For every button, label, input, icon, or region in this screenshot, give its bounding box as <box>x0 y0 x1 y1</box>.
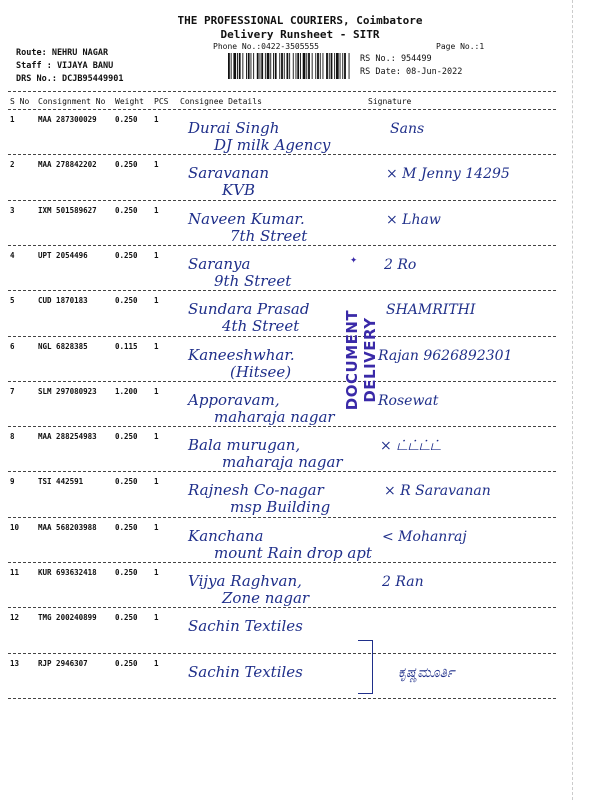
row-consignee-line2: msp Building <box>230 498 331 517</box>
row-weight: 0.250 <box>115 522 138 532</box>
row-divider <box>8 336 556 337</box>
row-consignee-line2: maharaja nagar <box>214 407 335 426</box>
bracket-mark <box>358 640 373 694</box>
row-sno: 9 <box>10 477 15 487</box>
row-signature: × M Jenny 14295 <box>386 166 510 183</box>
row-sno: 8 <box>10 432 15 442</box>
row-consignee-line1: Naveen Kumar. <box>188 209 305 228</box>
row-divider <box>8 562 556 563</box>
row-consignee-line1: Kaneeshwhar. <box>188 345 295 364</box>
row-divider <box>8 154 556 155</box>
row-consignee-line1: Saravanan <box>188 164 270 183</box>
row-weight: 1.200 <box>115 386 138 396</box>
col-pcs: PCS <box>154 97 169 106</box>
phone-number: Phone No.:0422-3505555 <box>213 42 319 51</box>
row-sno: 10 <box>10 522 20 532</box>
staff-label: Staff : VIJAYA BANU <box>16 61 114 71</box>
col-consignee: Consignee Details <box>180 97 262 106</box>
row-signature: SHAMRITHI <box>386 302 476 319</box>
row-divider <box>8 517 556 518</box>
row-weight: 0.115 <box>115 341 138 351</box>
col-sno: S No <box>10 97 30 106</box>
row-pcs: 1 <box>154 522 159 532</box>
row-weight: 0.250 <box>115 160 138 170</box>
row-divider <box>8 290 556 291</box>
row-signature: × Lhaw <box>386 211 441 228</box>
row-consignee-line1: Rajnesh Co-nagar <box>188 481 324 500</box>
route-label: Route: NEHRU NAGAR <box>16 48 109 58</box>
row-consignee-line1: Durai Singh <box>188 119 280 137</box>
row-pcs: 1 <box>154 250 159 260</box>
row-consignment: MAA 568203988 <box>38 522 97 532</box>
row-pcs: 1 <box>154 115 159 124</box>
row-consignment: TSI 442591 <box>38 477 84 487</box>
row-consignment: NGL 6828385 <box>38 341 88 351</box>
row-weight: 0.250 <box>115 613 138 623</box>
row-consignee-line1: Apporavam, <box>188 390 280 409</box>
row-pcs: 1 <box>154 432 159 442</box>
row-divider <box>8 426 556 427</box>
row-weight: 0.250 <box>115 477 138 487</box>
divider <box>8 109 556 110</box>
row-consignee-line2: (Hitsee) <box>230 362 292 381</box>
row-pcs: 1 <box>154 477 159 487</box>
row-pcs: 1 <box>154 341 159 351</box>
drs-number: DRS No.: DCJB95449901 <box>16 74 124 84</box>
row-weight: 0.250 <box>115 568 138 577</box>
company-title: THE PROFESSIONAL COURIERS, Coimbatore <box>177 14 423 27</box>
row-pcs: 1 <box>154 568 159 577</box>
row-signature: Rosewat <box>378 392 439 409</box>
row-consignee-line2: mount Rain drop apt <box>214 543 372 562</box>
row-consignee-line2: Zone nagar <box>222 589 310 607</box>
row-consignment: MAA 278842202 <box>38 160 97 170</box>
runsheet-title: Delivery Runsheet - SITR <box>220 28 380 41</box>
row-weight: 0.250 <box>115 115 138 124</box>
row-weight: 0.250 <box>115 432 138 442</box>
row-consignment: CUD 1870183 <box>38 296 88 306</box>
row-divider <box>8 653 556 654</box>
row-divider <box>8 200 556 201</box>
row-consignment: SLM 297080923 <box>38 386 97 396</box>
stamp-logo-icon: ✦ <box>350 252 358 266</box>
row-consignment: TMG 200240899 <box>38 613 97 623</box>
row-consignment: KUR 693632418 <box>38 568 97 577</box>
row-weight: 0.250 <box>115 205 138 215</box>
row-pcs: 1 <box>154 160 159 170</box>
barcode <box>228 53 350 79</box>
row-consignee-line1: Sundara Prasad <box>188 300 310 319</box>
row-sno: 12 <box>10 613 20 623</box>
row-signature: ಕೃಷ್ಣಮೂರ್ತಿ <box>398 664 455 681</box>
row-consignment: MAA 287300029 <box>38 115 97 124</box>
row-consignee-line2: maharaja nagar <box>222 453 343 472</box>
row-sno: 5 <box>10 296 15 306</box>
row-signature: Sans <box>390 121 425 137</box>
row-sno: 13 <box>10 658 20 668</box>
stamp-text: DOCUMENT DELIVERY <box>343 309 379 411</box>
row-divider <box>8 381 556 382</box>
row-pcs: 1 <box>154 386 159 396</box>
row-divider <box>8 471 556 472</box>
row-signature: × ட்ட்ட்ட் <box>380 438 441 455</box>
row-consignee-line1: Sachin Textiles <box>188 662 303 681</box>
row-consignee-line2: 9th Street <box>214 271 292 290</box>
row-consignee-line1: Kanchana <box>188 526 264 545</box>
row-pcs: 1 <box>154 205 159 215</box>
row-sno: 2 <box>10 160 15 170</box>
row-consignee-line2: 7th Street <box>230 226 308 245</box>
row-sno: 1 <box>10 115 15 124</box>
row-consignment: MAA 288254983 <box>38 432 97 442</box>
row-signature: 2 Ran <box>382 574 424 590</box>
divider <box>8 91 556 92</box>
row-sno: 4 <box>10 250 15 260</box>
row-weight: 0.250 <box>115 250 138 260</box>
row-consignee-line1: Vijya Raghvan, <box>188 572 302 590</box>
row-sno: 6 <box>10 341 15 351</box>
row-divider <box>8 607 556 608</box>
row-consignment: IXM 501589627 <box>38 205 97 215</box>
row-sno: 3 <box>10 205 15 215</box>
row-pcs: 1 <box>154 296 159 306</box>
row-consignee-line2: KVB <box>222 181 256 200</box>
row-divider <box>8 698 556 699</box>
rs-date: RS Date: 08-Jun-2022 <box>360 67 463 77</box>
row-consignment: UPT 2054496 <box>38 250 88 260</box>
row-consignment: RJP 2946307 <box>38 658 88 668</box>
rs-number: RS No.: 954499 <box>360 54 432 64</box>
row-weight: 0.250 <box>115 296 138 306</box>
row-signature: Rajan 9626892301 <box>378 347 513 364</box>
page-edge <box>572 0 573 800</box>
col-weight: Weight <box>115 97 144 106</box>
row-weight: 0.250 <box>115 658 138 668</box>
row-pcs: 1 <box>154 613 159 623</box>
row-consignee-line1: Saranya <box>188 254 251 273</box>
row-signature: < Mohanraj <box>382 528 467 545</box>
row-sno: 7 <box>10 386 15 396</box>
row-consignee-line2: 4th Street <box>222 317 300 336</box>
page-number: Page No.:1 <box>436 42 485 51</box>
row-sno: 11 <box>10 568 20 577</box>
document-delivery-stamp <box>338 250 378 430</box>
row-divider <box>8 245 556 246</box>
row-signature: 2 Ro <box>384 256 417 273</box>
row-consignee-line2: DJ milk Agency <box>214 136 331 154</box>
row-signature: × R Saravanan <box>384 483 491 500</box>
row-consignee-line1: Bala murugan, <box>188 436 301 455</box>
col-signature: Signature <box>368 97 412 106</box>
col-consignment: Consignment No <box>38 97 106 106</box>
row-consignee-line1: Sachin Textiles <box>188 617 303 636</box>
row-pcs: 1 <box>154 658 159 668</box>
